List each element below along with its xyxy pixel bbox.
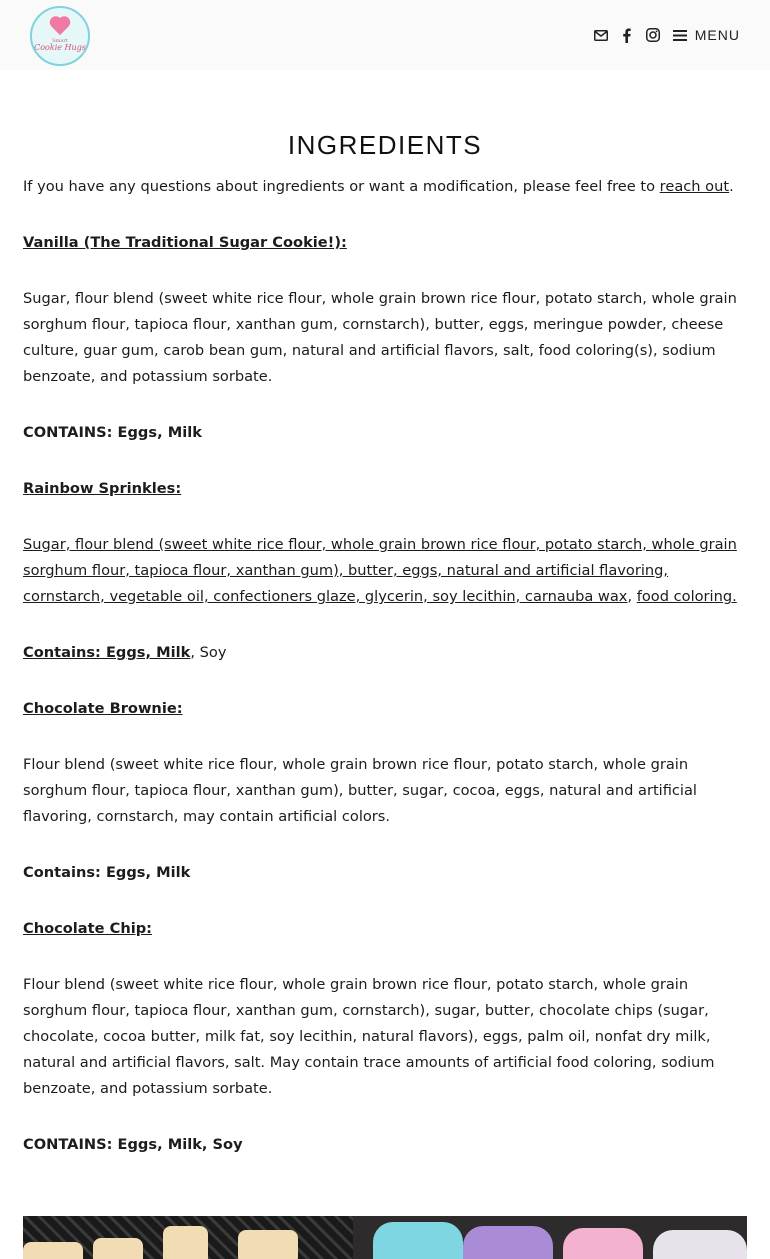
brownie-heading: Chocolate Brownie: (23, 700, 183, 717)
envelope-icon[interactable] (593, 27, 609, 43)
rainbow-separator: , (627, 588, 637, 605)
logo-text: Cookie Hugs (34, 42, 86, 52)
brownie-ingredients: Flour blend (sweet white rice flour, whole grain brown rice flour, potato starch, whole grain sorghum flour, tapioca flour, xanthan gum), butter, sugar, cocoa, eggs, natural and artificial flavoring, cornstarch, may contain artificial colors. (23, 756, 697, 825)
vanilla-contains: CONTAINS: Eggs, Milk (23, 424, 202, 441)
rainbow-contains-rest: , Soy (190, 644, 227, 661)
main-content (23, 128, 747, 1188)
icing-bag (563, 1228, 643, 1259)
menu-button[interactable] (673, 27, 740, 43)
icing-bag (373, 1222, 463, 1259)
vanilla-ingredients: Sugar, flour blend (sweet white rice flour, whole grain brown rice flour, potato starch, whole grain sorghum flour, tapioca flour, xanthan gum, cornstarch), butter, eggs, meringue powder, cheese culture, guar gum, carob bean gum, natural and artificial flavors, salt, food coloring(s), sodium benzoate, and potassium sorbate. (23, 290, 737, 385)
icing-bag (463, 1226, 553, 1259)
icing-bag (653, 1230, 747, 1259)
rainbow-heading: Rainbow Sprinkles: (23, 480, 182, 497)
site-logo[interactable] (30, 6, 90, 66)
rainbow-heading-paragraph (23, 476, 747, 502)
vanilla-heading-paragraph (23, 230, 747, 256)
cookie-shape (93, 1238, 143, 1259)
chip-contains: CONTAINS: Eggs, Milk, Soy (23, 1136, 243, 1153)
brownie-contains: Contains: Eggs, Milk (23, 864, 191, 881)
rainbow-ingredients-link[interactable]: Sugar, flour blend (sweet white rice flour, whole grain brown rice flour, potato starch, whole grain sorghum flour, tapioca flour, xanthan gum), butter, eggs, natural and artificial flavoring, cornstarch, vegetable oil, confectioners glaze, glycerin, soy lecithin, carnauba wax (23, 536, 737, 605)
heart-icon (49, 17, 71, 35)
chip-heading-paragraph (23, 916, 747, 942)
header-nav (583, 24, 740, 46)
site-header (0, 0, 770, 70)
page-title: INGREDIENTS (287, 130, 483, 160)
rainbow-ingredients (23, 532, 747, 610)
rainbow-contains (23, 640, 747, 666)
intro-end: . (729, 178, 734, 195)
rainbow-ingredients-link-2[interactable]: food coloring. (636, 588, 737, 605)
instagram-icon[interactable] (645, 27, 661, 43)
chip-heading: Chocolate Chip: (23, 920, 152, 937)
intro-paragraph (23, 174, 747, 200)
chip-ingredients: Flour blend (sweet white rice flour, whole grain brown rice flour, potato starch, whole grain sorghum flour, tapioca flour, xanthan gum, cornstarch), sugar, butter, chocolate chips (sugar, chocolate, cocoa butter, milk fat, soy lecithin, natural flavors), eggs, palm oil, nonfat dry milk, natural and artificial flavors, salt. May contain trace amounts of artificial food coloring, sodium benzoate, and potassium sorbate. (23, 976, 715, 1097)
facebook-icon[interactable] (619, 27, 635, 43)
intro-text: If you have any questions about ingredients or want a modification, please feel free to (23, 178, 660, 195)
menu-label: MENU (694, 27, 740, 43)
vanilla-heading: Vanilla (The Traditional Sugar Cookie!): (23, 234, 347, 251)
cookie-shape (163, 1226, 208, 1259)
cookie-shape (23, 1242, 83, 1259)
hamburger-icon (673, 30, 687, 41)
logo-small-text: Smart (52, 37, 68, 44)
brownie-heading-paragraph (23, 696, 747, 722)
cookies-photo (23, 1216, 747, 1259)
rainbow-contains-link[interactable]: Contains: Eggs, Milk (23, 644, 191, 661)
reach-out-link[interactable]: reach out (659, 178, 730, 195)
cookie-shape (238, 1230, 298, 1259)
